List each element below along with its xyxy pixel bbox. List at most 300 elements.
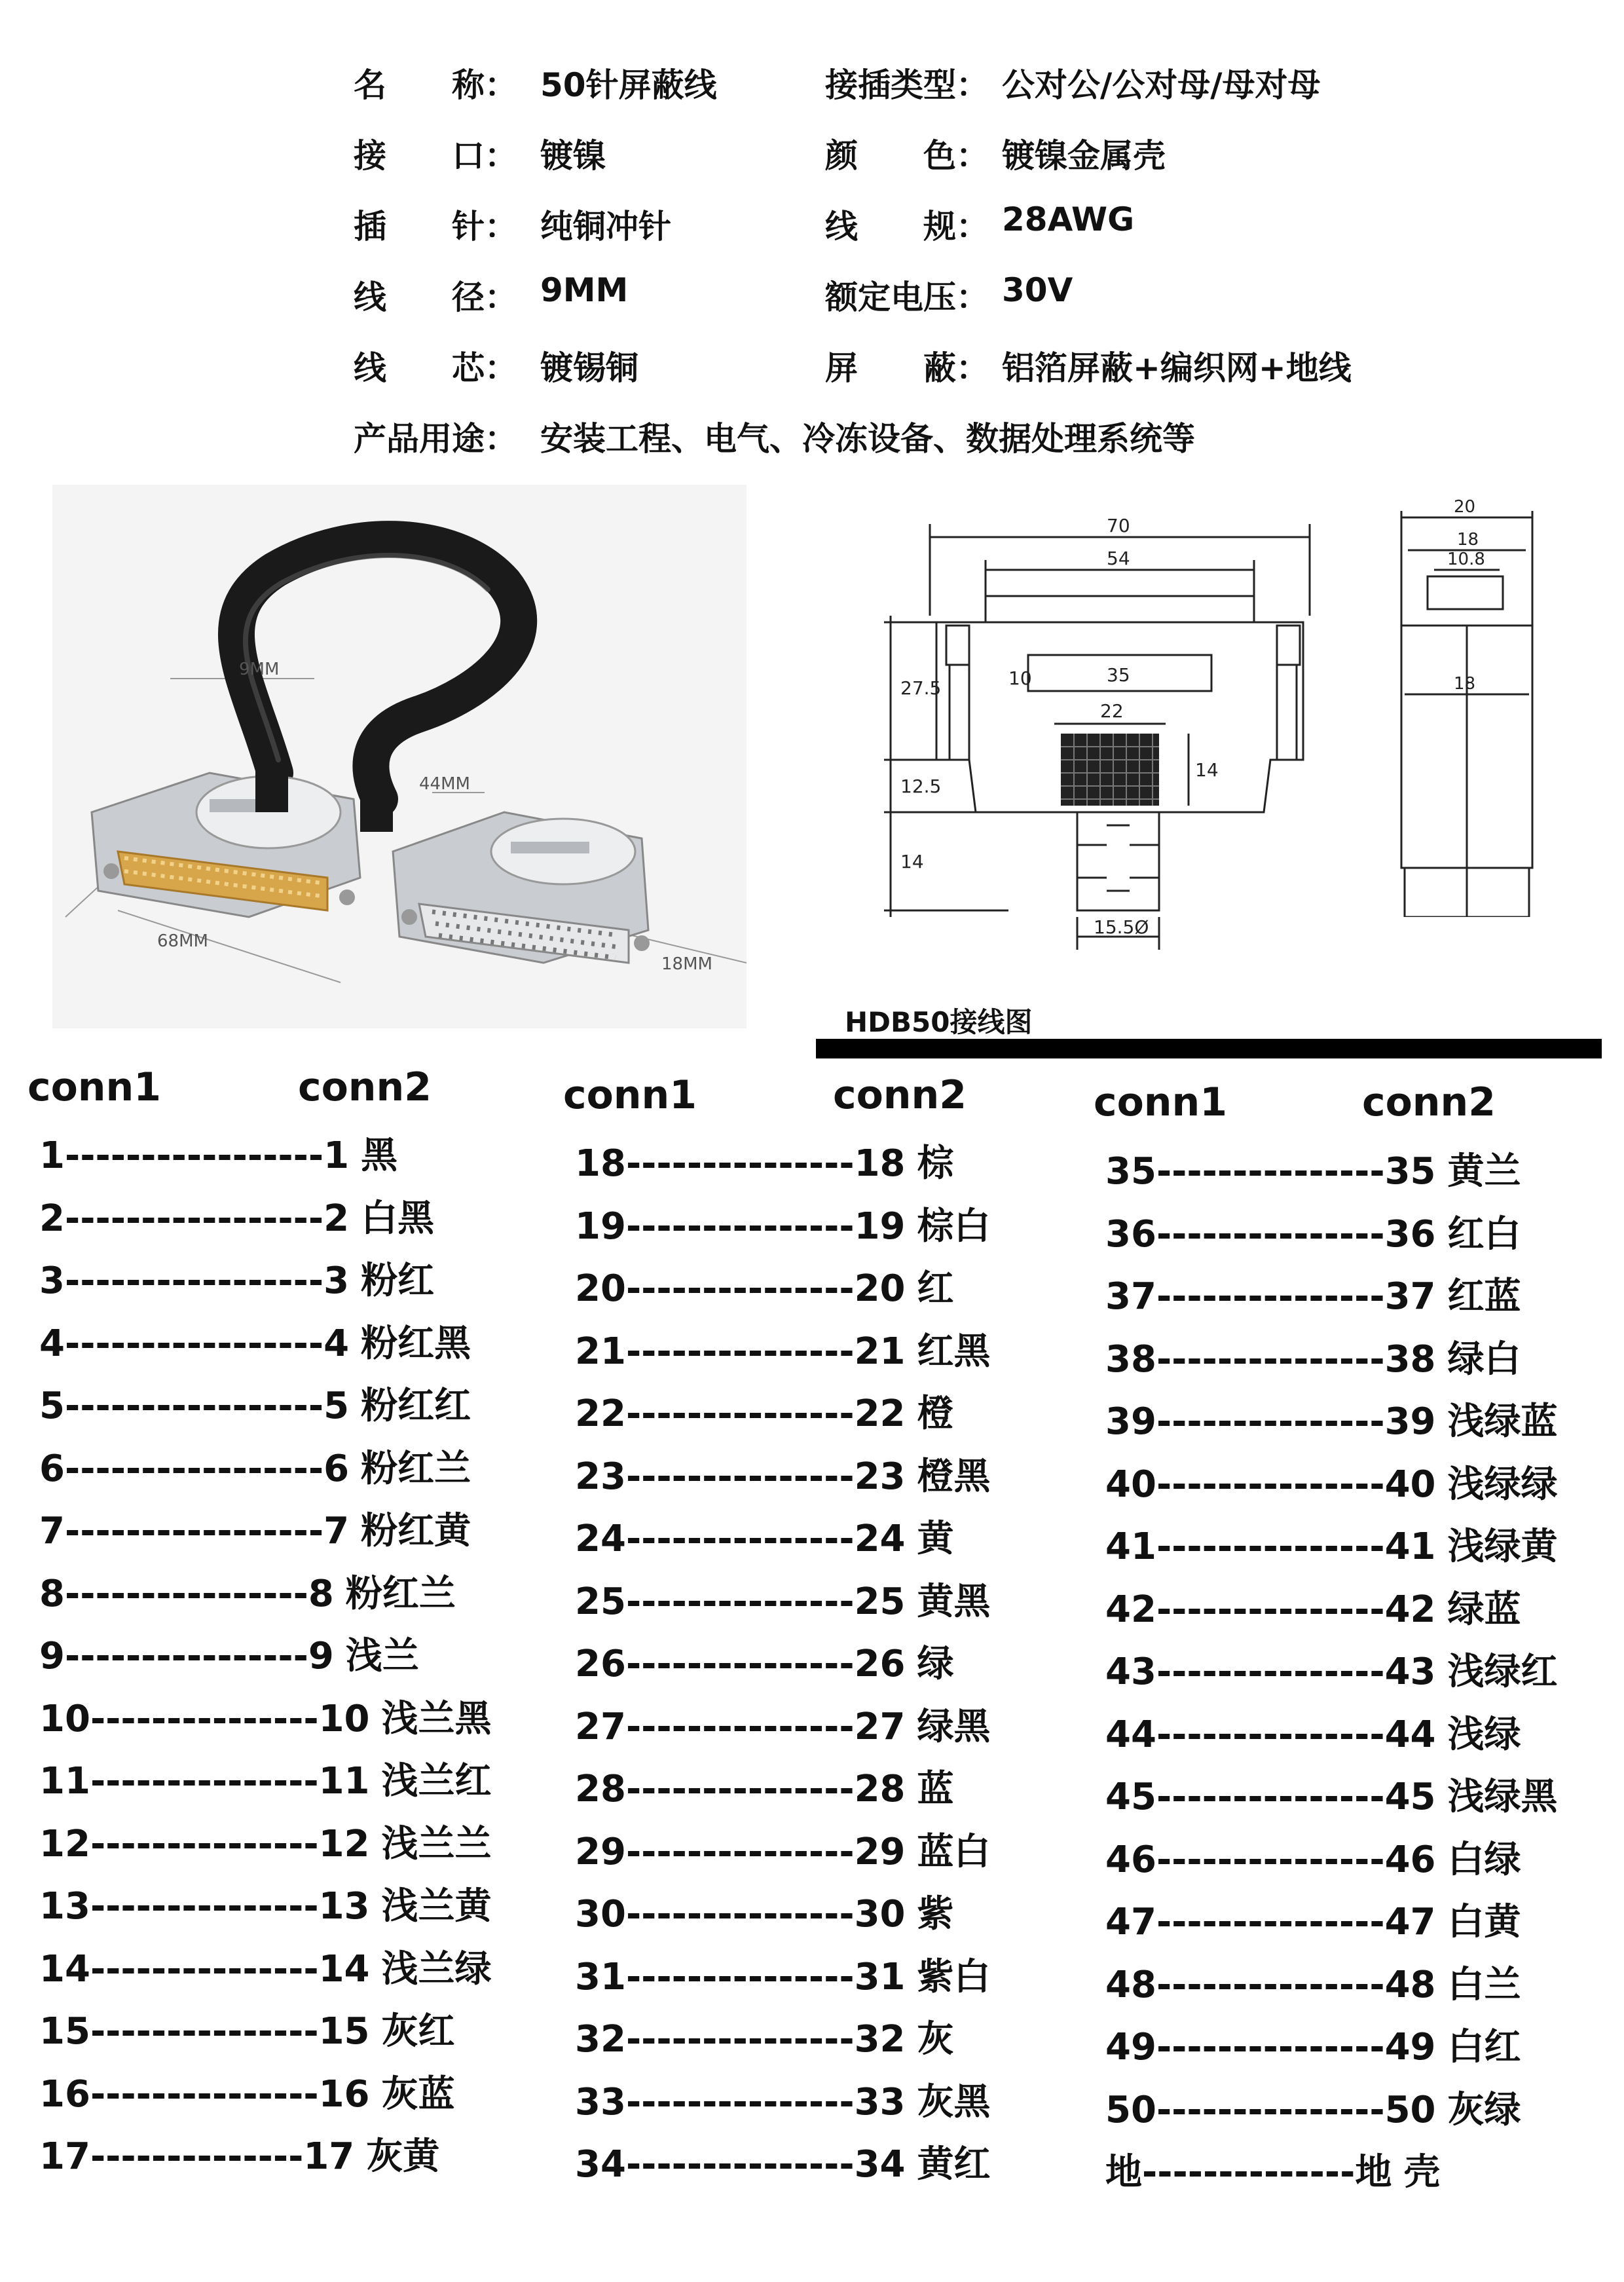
pin-conn2: 35 <box>1384 1150 1436 1193</box>
pin-conn1: 26 <box>575 1643 626 1685</box>
pin-conn1: 50 <box>1105 2088 1156 2131</box>
pin-conn1: 20 <box>575 1267 626 1310</box>
wire-color: 壳 <box>1403 2151 1441 2194</box>
wire-dash: --------------- <box>625 1267 855 1310</box>
pin-conn2: 13 <box>318 1885 370 1928</box>
pin-conn1: 17 <box>39 2135 90 2178</box>
wire-color: 棕 <box>917 1142 954 1185</box>
dim-12-5: 12.5 <box>900 776 942 797</box>
wiring-row <box>575 1322 991 1375</box>
wiring-row <box>39 1815 492 1867</box>
wire-color: 灰黑 <box>917 2080 991 2123</box>
pin-conn1: 9 <box>39 1635 65 1677</box>
wire-dash: --------------- <box>1156 2088 1385 2131</box>
pin-conn2: 23 <box>854 1455 906 1498</box>
pin-conn2: 30 <box>854 1893 906 1936</box>
wire-dash: --------------- <box>625 1830 855 1873</box>
pin-conn2: 25 <box>854 1580 906 1623</box>
conn2-header: conn2 <box>298 1064 432 1110</box>
spec-label: 产品用途： <box>354 420 517 458</box>
spec-value: 镀镍金属壳 <box>1002 137 1166 175</box>
pin-conn2: 21 <box>854 1330 906 1373</box>
spec-value: 铝箔屏蔽+编织网+地线 <box>1002 349 1352 387</box>
wire-color: 棕白 <box>917 1205 991 1248</box>
spec-label: 名 称： <box>354 66 517 104</box>
wire-color: 浅绿绿 <box>1447 1463 1558 1506</box>
pin-conn1: 地 <box>1105 2151 1142 2194</box>
wiring-row <box>575 1134 954 1187</box>
pin-conn1: 3 <box>39 1260 65 1302</box>
wire-dash: --------------- <box>625 1455 855 1498</box>
dim-54: 54 <box>1107 548 1130 569</box>
wiring-row <box>39 1565 456 1617</box>
wire-dash: --------------- <box>625 1518 855 1560</box>
pin-conn2: 32 <box>854 2018 906 2061</box>
wire-dash: --------------- <box>90 2010 319 2053</box>
wire-color: 灰蓝 <box>381 2072 455 2116</box>
pin-conn1: 19 <box>575 1205 626 1248</box>
wire-color: 灰黄 <box>366 2135 440 2178</box>
wire-dash: --------------- <box>625 1643 855 1685</box>
pin-conn2: 50 <box>1384 2088 1436 2131</box>
wire-dash: --------------- <box>1156 1212 1385 1256</box>
shield-grid <box>1061 734 1159 806</box>
wiring-row <box>575 1948 991 2000</box>
wire-color: 灰红 <box>381 2010 455 2053</box>
pin-conn1: 47 <box>1105 1901 1156 1943</box>
pin-conn1: 12 <box>39 1822 90 1865</box>
depth-label: 18MM <box>661 954 712 974</box>
wire-dash: --------------- <box>625 1142 855 1185</box>
pin-conn1: 34 <box>575 2143 626 2186</box>
wire-dash: ----------------- <box>64 1134 324 1177</box>
wire-color: 灰绿 <box>1447 2088 1521 2131</box>
pin-conn2: 9 <box>308 1635 334 1677</box>
wiring-row <box>1105 1267 1521 1320</box>
wire-color: 绿白 <box>1447 1337 1521 1381</box>
wire-dash: --------------- <box>90 1760 319 1803</box>
wiring-row <box>575 1573 991 1625</box>
spec-label: 线 规： <box>825 208 989 246</box>
wire-dash: --------------- <box>625 1705 855 1748</box>
pin-conn1: 43 <box>1105 1651 1156 1693</box>
wire-color: 白绿 <box>1447 1838 1521 1881</box>
pin-conn1: 7 <box>39 1510 65 1552</box>
wiring-row <box>39 1877 492 1930</box>
wire-dash: --------------- <box>1156 1150 1385 1193</box>
pin-conn2: 19 <box>854 1205 906 1248</box>
wire-dash: --------------- <box>625 1893 855 1936</box>
wire-color: 紫白 <box>917 1955 991 1998</box>
pin-conn1: 36 <box>1105 1212 1156 1256</box>
wire-dash: --------------- <box>1156 1901 1385 1943</box>
pin-conn1: 14 <box>39 1947 90 1991</box>
pin-conn2: 2 <box>323 1197 350 1240</box>
dim-10: 10 <box>1008 667 1032 689</box>
pin-conn2: 48 <box>1384 1963 1436 2006</box>
wiring-row <box>575 1823 991 1875</box>
wire-dash: --------------- <box>1156 1713 1385 1756</box>
wiring-row <box>39 1127 397 1179</box>
wire-color: 浅绿 <box>1447 1713 1521 1756</box>
wire-dash: --------------- <box>90 1947 319 1991</box>
wire-dash: --------------- <box>625 1330 855 1373</box>
wire-dash: --------------- <box>1156 1838 1385 1881</box>
pin-conn2: 5 <box>323 1385 350 1427</box>
pin-conn1: 35 <box>1105 1150 1156 1193</box>
wire-color: 浅兰黄 <box>381 1885 492 1928</box>
pin-conn2: 41 <box>1384 1525 1436 1568</box>
pin-conn1: 15 <box>39 2010 90 2053</box>
wire-dash: --------------- <box>1156 1588 1385 1631</box>
pin-conn1: 4 <box>39 1322 65 1365</box>
wire-color: 黑 <box>361 1134 398 1177</box>
pin-conn1: 45 <box>1105 1776 1156 1818</box>
wire-dash: ---------------- <box>64 1635 308 1677</box>
spec-value: 安装工程、电气、冷冻设备、数据处理系统等 <box>540 420 1195 458</box>
pin-conn2: 6 <box>323 1447 350 1490</box>
wire-dash: ----------------- <box>64 1447 324 1490</box>
wiring-row <box>39 1627 419 1679</box>
wire-color: 白黑 <box>361 1197 435 1240</box>
wire-dash: --------------- <box>90 1822 319 1865</box>
spec-label: 线 芯： <box>354 349 517 387</box>
wiring-row <box>575 1635 954 1687</box>
pin-conn2: 27 <box>854 1705 906 1748</box>
wiring-row <box>1105 1643 1558 1695</box>
pin-conn2: 8 <box>308 1572 334 1615</box>
dim-10-8: 10.8 <box>1447 550 1485 569</box>
pin-conn2: 28 <box>854 1768 906 1810</box>
wire-color: 红白 <box>1447 1212 1521 1256</box>
pin-conn1: 11 <box>39 1760 90 1803</box>
pin-conn2: 16 <box>318 2072 370 2116</box>
wire-dash: -------------- <box>90 2135 304 2178</box>
pin-conn2: 11 <box>318 1760 370 1803</box>
spec-label: 线 径： <box>354 278 517 316</box>
dim-18b: 18 <box>1454 674 1476 694</box>
spec-label: 颜 色： <box>825 137 989 175</box>
spec-value: 30V <box>1002 271 1073 309</box>
wiring-row <box>39 1315 471 1367</box>
wire-color: 橙黑 <box>917 1455 991 1498</box>
wire-dash: ----------------- <box>64 1510 324 1552</box>
conn1-header: conn1 <box>563 1072 697 1118</box>
pin-conn2: 12 <box>318 1822 370 1865</box>
wire-color: 粉红 <box>361 1260 435 1302</box>
pin-conn1: 42 <box>1105 1588 1156 1631</box>
pin-conn1: 40 <box>1105 1463 1156 1506</box>
wire-dash: --------------- <box>1156 1463 1385 1506</box>
pin-conn1: 2 <box>39 1197 65 1240</box>
conn1-header: conn1 <box>1094 1079 1227 1125</box>
wire-dash: --------------- <box>1156 1275 1385 1318</box>
pin-conn1: 33 <box>575 2080 626 2123</box>
pin-conn2: 31 <box>854 1955 906 1998</box>
wiring-row <box>39 1502 471 1554</box>
wire-color: 黄兰 <box>1447 1150 1521 1193</box>
wire-dash: --------------- <box>90 2072 319 2116</box>
pin-conn1: 49 <box>1105 2026 1156 2068</box>
wiring-row <box>39 1440 471 1492</box>
pin-conn1: 6 <box>39 1447 65 1490</box>
pin-conn2: 10 <box>318 1697 370 1740</box>
dim-70: 70 <box>1107 515 1130 536</box>
dim-15-5: 15.5Ø <box>1094 916 1149 938</box>
pin-conn1: 29 <box>575 1830 626 1873</box>
cable-photo <box>52 485 747 1028</box>
wiring-row <box>1105 2018 1521 2070</box>
spec-value: 50针屏蔽线 <box>540 66 717 104</box>
wire-color: 浅兰红 <box>381 1760 492 1803</box>
pin-conn1: 31 <box>575 1955 626 1998</box>
width-b-label: 44MM <box>419 774 470 794</box>
wiring-row <box>39 1377 471 1429</box>
dim-27-5: 27.5 <box>900 677 942 699</box>
wiring-row <box>39 1252 434 1304</box>
wire-dash: --------------- <box>625 2143 855 2186</box>
pin-conn2: 46 <box>1384 1838 1436 1881</box>
wiring-row <box>1105 1393 1558 1445</box>
wire-dash: ----------------- <box>64 1385 324 1427</box>
wire-dash: --------------- <box>625 1580 855 1623</box>
spec-value: 镀锡铜 <box>540 349 638 387</box>
wire-color: 粉红黑 <box>361 1322 471 1365</box>
wiring-row <box>575 2135 991 2188</box>
pin-conn2: 22 <box>854 1393 906 1435</box>
side-view-drawing <box>1388 498 1545 917</box>
pin-conn1: 23 <box>575 1455 626 1498</box>
pin-conn1: 5 <box>39 1385 65 1427</box>
wire-color: 白兰 <box>1447 1963 1521 2006</box>
wiring-row <box>575 1760 954 1812</box>
wire-color: 白黄 <box>1447 1901 1521 1943</box>
wire-color: 白红 <box>1447 2026 1521 2068</box>
pin-conn2: 45 <box>1384 1776 1436 1818</box>
wiring-row <box>1105 1330 1521 1383</box>
wire-dash: --------------- <box>1156 1651 1385 1693</box>
wire-dash: --------------- <box>90 1885 319 1928</box>
pin-conn1: 24 <box>575 1518 626 1560</box>
pin-conn2: 49 <box>1384 2026 1436 2068</box>
spec-label: 插 针： <box>354 208 517 246</box>
wiring-row <box>39 1189 434 1242</box>
wire-color: 紫 <box>917 1893 954 1936</box>
dim-22: 22 <box>1100 700 1124 722</box>
pin-conn1: 46 <box>1105 1838 1156 1881</box>
wire-color: 浅兰绿 <box>381 1947 492 1991</box>
pin-conn2: 20 <box>854 1267 906 1310</box>
wiring-row <box>575 2010 954 2063</box>
wire-dash: --------------- <box>1156 2026 1385 2068</box>
wire-dash: --------------- <box>1156 1776 1385 1818</box>
pin-conn2: 34 <box>854 2143 906 2186</box>
wire-dash: --------------- <box>1156 1400 1385 1443</box>
wire-dash: --------------- <box>90 1697 319 1740</box>
spec-value: 镀镍 <box>540 137 606 175</box>
wire-color: 浅绿黑 <box>1447 1776 1558 1818</box>
wire-dash: ---------------- <box>64 1572 308 1615</box>
pin-conn1: 41 <box>1105 1525 1156 1568</box>
spec-label: 接 口： <box>354 137 517 175</box>
wire-color: 蓝 <box>917 1768 954 1810</box>
pin-conn1: 39 <box>1105 1400 1156 1443</box>
wire-dash: ----------------- <box>64 1260 324 1302</box>
wiring-row <box>1105 1142 1521 1195</box>
pin-conn1: 44 <box>1105 1713 1156 1756</box>
wire-color: 浅绿红 <box>1447 1651 1558 1693</box>
pin-conn2: 地 <box>1355 2151 1392 2194</box>
wiring-row <box>39 1752 492 1805</box>
wire-color: 浅绿黄 <box>1447 1525 1558 1568</box>
pin-conn2: 37 <box>1384 1275 1436 1318</box>
wire-color: 黄红 <box>917 2143 991 2186</box>
pin-conn2: 47 <box>1384 1901 1436 1943</box>
pin-conn2: 3 <box>323 1260 350 1302</box>
pin-conn1: 10 <box>39 1697 90 1740</box>
pin-conn1: 37 <box>1105 1275 1156 1318</box>
conn2-header: conn2 <box>833 1072 967 1118</box>
pin-conn1: 38 <box>1105 1337 1156 1381</box>
pin-conn2: 42 <box>1384 1588 1436 1631</box>
spec-value: 28AWG <box>1002 200 1135 238</box>
wiring-row <box>1105 2081 1521 2133</box>
cable-boot <box>360 786 393 832</box>
width-a-label: 68MM <box>157 931 208 951</box>
wiring-row <box>575 1885 954 1937</box>
wiring-row <box>39 1690 492 1742</box>
pin-conn2: 26 <box>854 1643 906 1685</box>
wiring-row <box>1105 1581 1521 1633</box>
wire-color: 粉红红 <box>361 1385 471 1427</box>
dim-35: 35 <box>1107 664 1130 686</box>
wire-color: 浅绿蓝 <box>1447 1400 1558 1443</box>
pin-conn1: 8 <box>39 1572 65 1615</box>
wire-dash: -------------- <box>1142 2151 1356 2194</box>
dim-14: 14 <box>1195 759 1219 781</box>
wire-color: 粉红兰 <box>345 1572 456 1615</box>
pin-conn1: 13 <box>39 1885 90 1928</box>
pin-conn2: 7 <box>323 1510 350 1552</box>
pin-conn1: 16 <box>39 2072 90 2116</box>
pin-conn2: 29 <box>854 1830 906 1873</box>
pin-conn2: 38 <box>1384 1337 1436 1381</box>
conn1-header: conn1 <box>28 1064 161 1110</box>
wire-dash: --------------- <box>1156 1337 1385 1381</box>
wiring-row <box>1105 1205 1521 1258</box>
spec-value: 9MM <box>540 271 629 309</box>
pin-conn2: 44 <box>1384 1713 1436 1756</box>
spec-label: 屏 蔽： <box>825 349 989 387</box>
cable-diameter-label: 9MM <box>239 660 280 679</box>
wire-color: 绿蓝 <box>1447 1588 1521 1631</box>
wire-color: 浅兰黑 <box>381 1697 492 1740</box>
pin-conn1: 48 <box>1105 1963 1156 2006</box>
pin-conn2: 39 <box>1384 1400 1436 1443</box>
wiring-row <box>1105 2143 1440 2196</box>
wiring-row <box>39 2002 455 2055</box>
wiring-row <box>575 1698 991 1750</box>
pin-conn2: 24 <box>854 1518 906 1560</box>
pin-conn1: 28 <box>575 1768 626 1810</box>
wire-dash: --------------- <box>625 1205 855 1248</box>
wire-dash: --------------- <box>1156 1525 1385 1568</box>
wiring-row <box>39 2127 439 2180</box>
pin-conn1: 27 <box>575 1705 626 1748</box>
wiring-row <box>1105 1831 1521 1883</box>
wire-color: 粉红黄 <box>361 1510 471 1552</box>
pin-conn1: 18 <box>575 1142 626 1185</box>
wiring-row <box>1105 1518 1558 1570</box>
dim-18: 18 <box>1457 530 1479 550</box>
wiring-row <box>1105 1455 1558 1508</box>
spec-value: 公对公/公对母/母对母 <box>1002 66 1321 104</box>
wire-color: 灰 <box>917 2018 954 2061</box>
pin-conn2: 33 <box>854 2080 906 2123</box>
front-view-drawing <box>877 498 1323 956</box>
pin-conn2: 17 <box>303 2135 355 2178</box>
wiring-row <box>575 1385 954 1437</box>
wiring-title: HDB50接线图 <box>845 1006 1033 1038</box>
pin-conn2: 14 <box>318 1947 370 1991</box>
pin-conn2: 40 <box>1384 1463 1436 1506</box>
wiring-row <box>1105 1706 1521 1758</box>
wire-dash: --------------- <box>625 1955 855 1998</box>
cable-boot <box>255 766 288 812</box>
conn2-header: conn2 <box>1362 1079 1496 1125</box>
wire-color: 红 <box>917 1267 954 1310</box>
wire-color: 红蓝 <box>1447 1275 1521 1318</box>
wire-color: 浅兰兰 <box>381 1822 492 1865</box>
wire-color: 浅兰 <box>345 1635 419 1677</box>
pin-conn1: 22 <box>575 1393 626 1435</box>
spec-label: 额定电压： <box>825 278 989 316</box>
wire-dash: --------------- <box>625 2080 855 2123</box>
wire-color: 绿 <box>917 1643 954 1685</box>
wiring-row <box>575 1197 991 1250</box>
spec-value: 纯铜冲针 <box>540 208 671 246</box>
wire-color: 黄 <box>917 1518 954 1560</box>
wiring-row <box>1105 1768 1558 1820</box>
pin-conn2: 36 <box>1384 1212 1436 1256</box>
wire-color: 黄黑 <box>917 1580 991 1623</box>
wire-color: 橙 <box>917 1393 954 1435</box>
pin-conn1: 1 <box>39 1134 65 1177</box>
wire-color: 粉红兰 <box>361 1447 471 1490</box>
wire-dash: --------------- <box>625 1768 855 1810</box>
wire-dash: ----------------- <box>64 1197 324 1240</box>
pin-conn2: 43 <box>1384 1651 1436 1693</box>
pin-conn2: 18 <box>854 1142 906 1185</box>
pin-conn2: 1 <box>323 1134 350 1177</box>
dim-20: 20 <box>1454 498 1476 517</box>
spec-label: 接插类型： <box>825 66 989 104</box>
dim-14b: 14 <box>900 851 924 872</box>
wire-dash: --------------- <box>625 2018 855 2061</box>
wiring-row <box>575 1448 991 1500</box>
wiring-row <box>39 1940 492 1992</box>
pin-conn1: 32 <box>575 2018 626 2061</box>
wiring-row <box>575 2073 991 2125</box>
wire-color: 绿黑 <box>917 1705 991 1748</box>
wiring-row <box>1105 1956 1521 2008</box>
pin-conn2: 15 <box>318 2010 370 2053</box>
wiring-row <box>1105 1893 1521 1945</box>
pin-conn1: 25 <box>575 1580 626 1623</box>
pin-conn1: 30 <box>575 1893 626 1936</box>
wire-color: 红黑 <box>917 1330 991 1373</box>
wiring-row <box>575 1260 954 1312</box>
